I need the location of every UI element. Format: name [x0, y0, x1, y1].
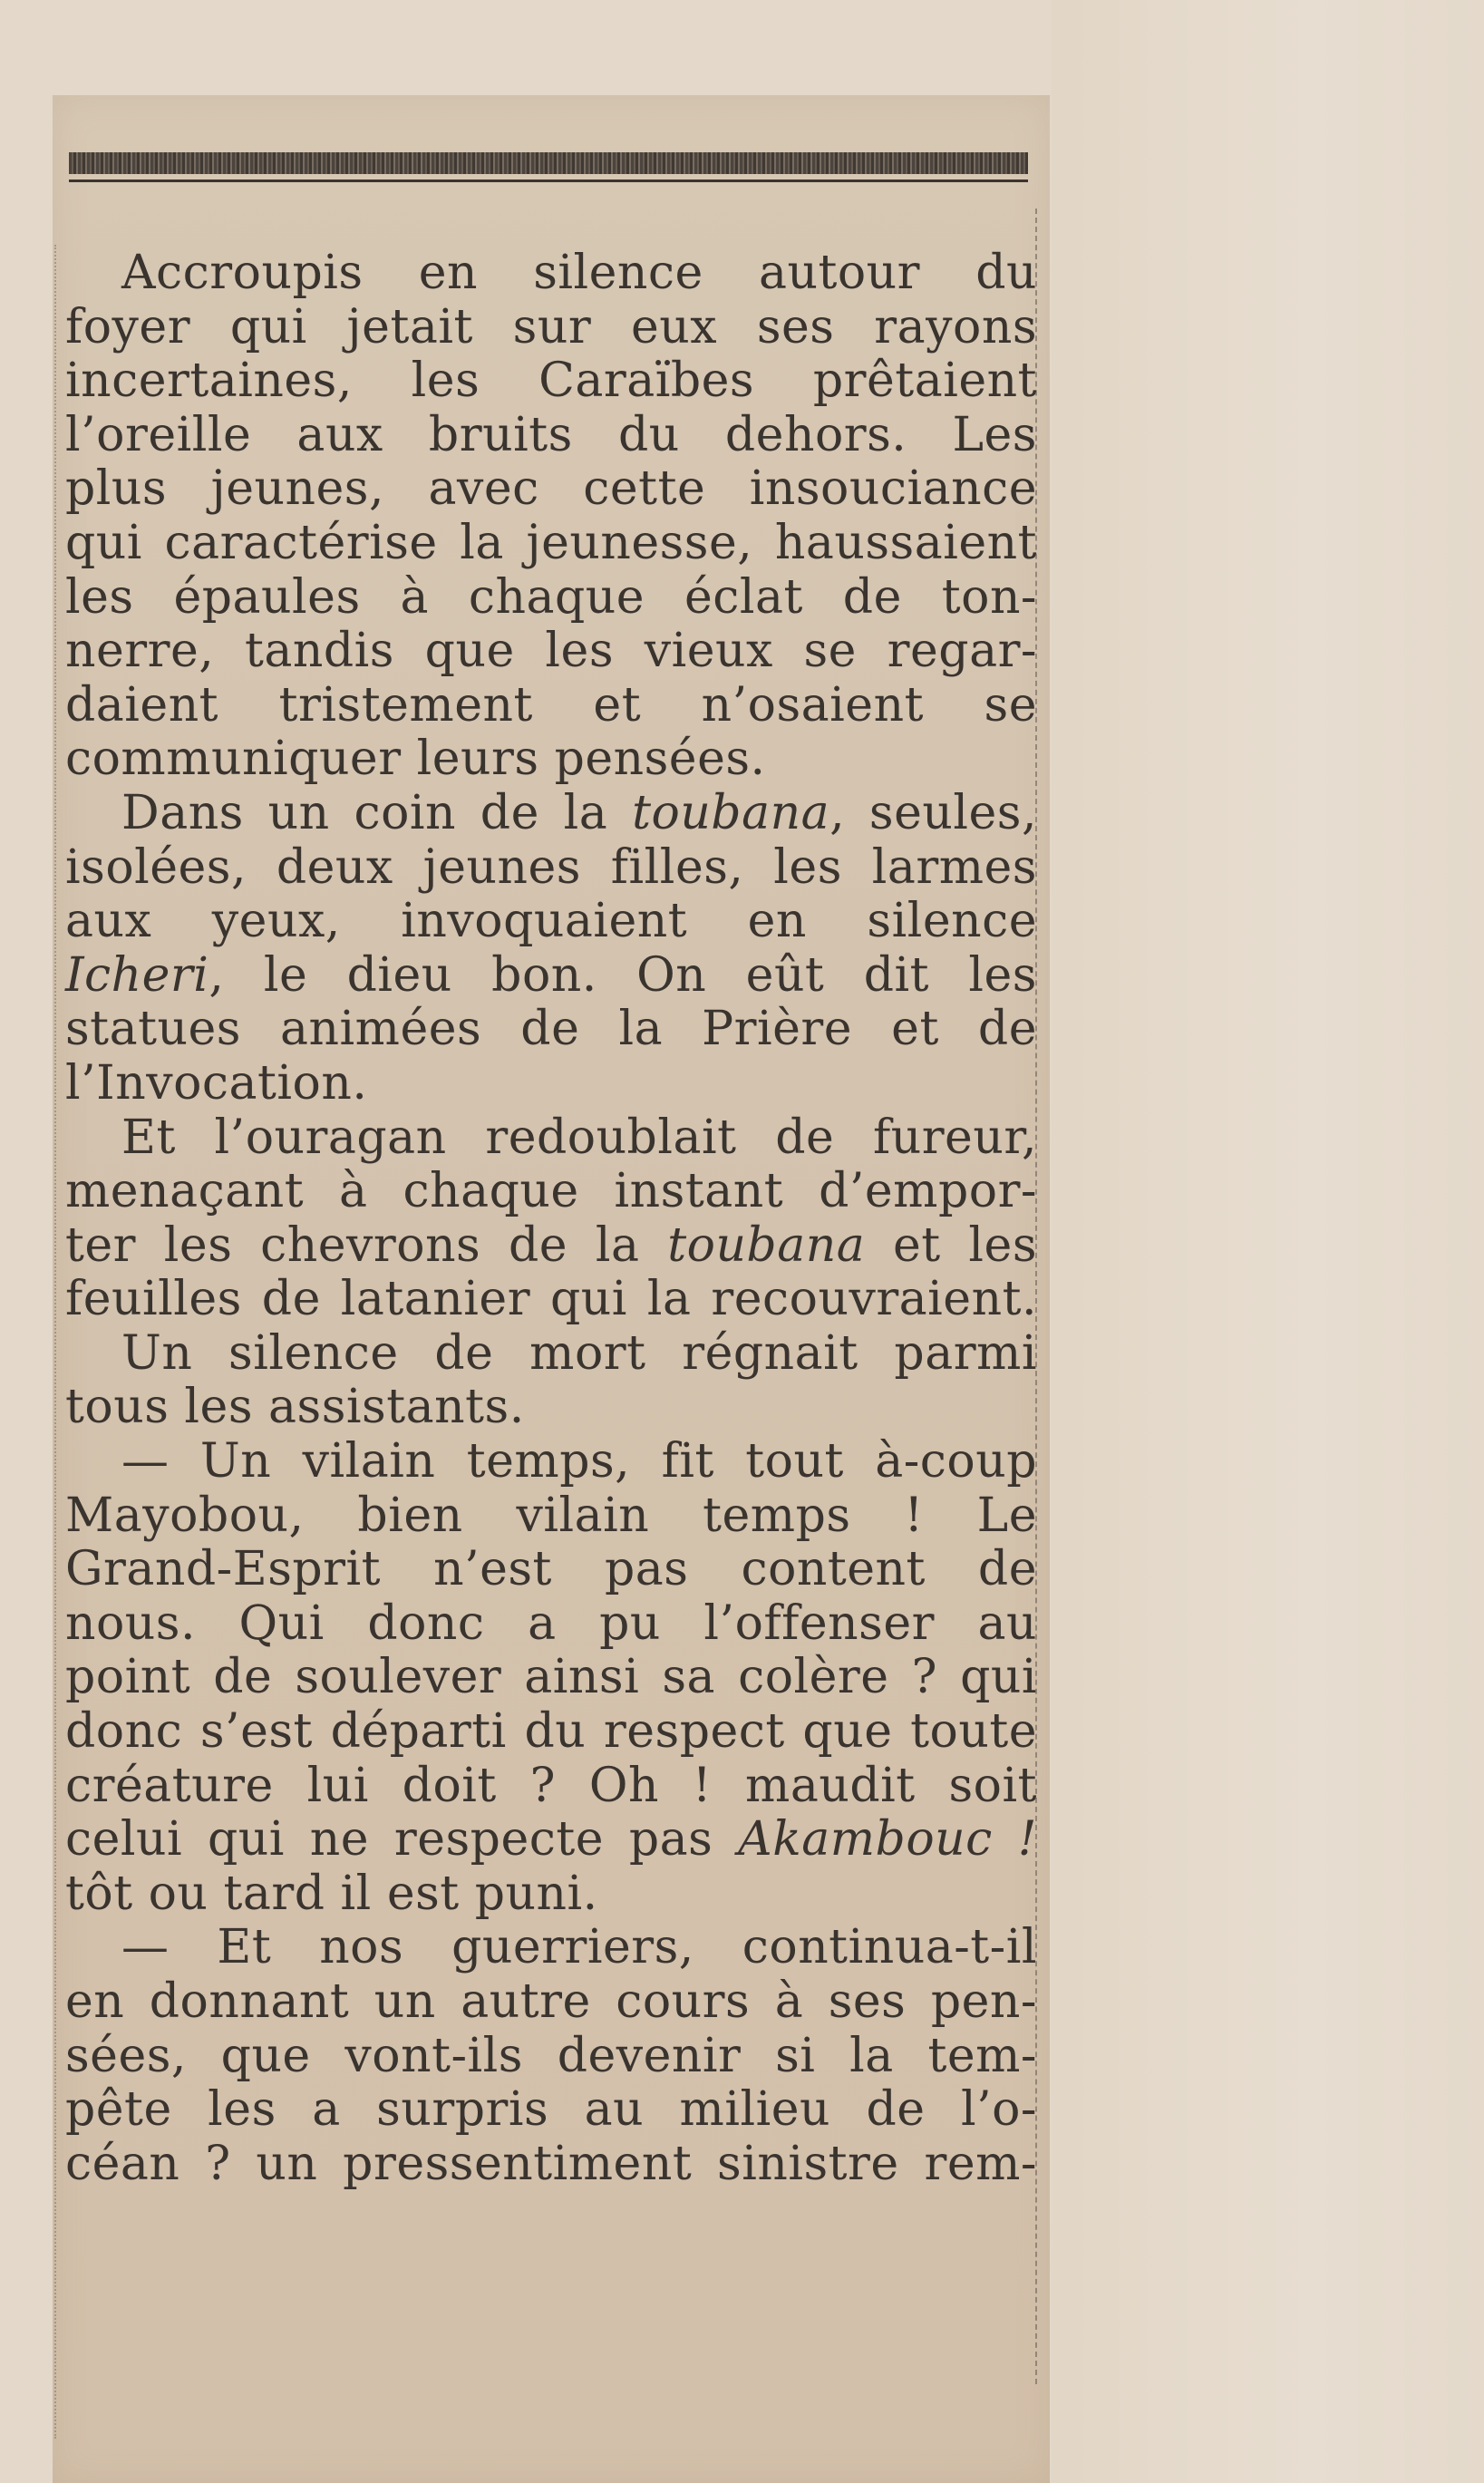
text-line: céan ? un pressentiment sinistre rem- — [65, 2136, 1037, 2191]
text-line: plus jeunes, avec cette insouciance — [65, 461, 1037, 517]
text-line: nous. Qui donc a pu l’offenser au — [65, 1596, 1037, 1651]
text-line: statues animées de la Prière et de — [65, 1002, 1037, 1057]
text-segment: Dans un coin de la — [121, 785, 633, 840]
ornamental-rule — [69, 179, 1028, 182]
text-line: Grand-Esprit n’est pas content de — [65, 1542, 1037, 1597]
text-line: sées, que vont-ils devenir si la tem- — [65, 2028, 1037, 2083]
text-line: communiquer leurs pensées. — [65, 732, 766, 787]
text-line: donc s’est départi du respect que toute — [65, 1704, 1037, 1760]
text-line: foyer qui jetait sur eux ses rayons — [65, 299, 1037, 354]
text-line: menaçant à chaque instant d’empor- — [65, 1164, 1037, 1219]
text-line: feuilles de latanier qui la recouvraient. — [65, 1272, 1037, 1327]
article-text — [65, 247, 1037, 2191]
clipping-left-edge — [54, 245, 58, 2439]
text-line: l’Invocation. — [65, 1055, 368, 1111]
text-segment: et les — [865, 1217, 1038, 1273]
text-line — [65, 1813, 1037, 1867]
italic-term: toubana — [667, 1217, 866, 1273]
text-line: point de soulever ainsi sa colère ? qui — [65, 1650, 1037, 1705]
text-line: Mayobou, bien vilain temps ! Le — [65, 1488, 1037, 1543]
text-line: l’oreille aux bruits du dehors. Les — [65, 407, 1037, 462]
italic-term: toubana — [632, 785, 830, 840]
italic-term: Icheri — [65, 947, 209, 1003]
text-line: isolées, deux jeunes filles, les larmes — [65, 839, 1037, 895]
text-line: Un silence de mort régnait parmi — [121, 1325, 1037, 1381]
text-line — [65, 787, 1037, 841]
ornamental-border — [69, 152, 1028, 174]
background-paper — [1052, 0, 1484, 2483]
text-line: — Un vilain temps, fit tout à-coup — [121, 1434, 1037, 1489]
text-line: Accroupis en silence autour du — [121, 246, 1037, 300]
text-segment: celui qui ne respecte pas — [65, 1812, 739, 1867]
text-line: nerre, tandis que les vieux se regar- — [65, 624, 1037, 679]
text-line — [65, 1219, 1037, 1274]
text-line: pête les a surpris au milieu de l’o- — [65, 2082, 1037, 2138]
text-segment: , seules, — [829, 785, 1037, 840]
text-line: Et l’ouragan redoublait de fureur, — [121, 1110, 1037, 1165]
text-line: les épaules à chaque éclat de ton- — [65, 569, 1037, 625]
italic-term: Akambouc ! — [738, 1812, 1037, 1867]
text-line: en donnant un autre cours à ses pen- — [65, 1974, 1037, 2029]
text-line: tous les assistants. — [65, 1380, 525, 1435]
text-line: aux yeux, invoquaient en silence — [65, 894, 1037, 949]
text-line — [65, 949, 1037, 1004]
text-line: — Et nos guerriers, continua-t-il — [121, 1920, 1037, 1975]
text-line: incertaines, les Caraïbes prêtaient — [65, 354, 1037, 409]
text-line: daient tristement et n’osaient se — [65, 677, 1037, 732]
text-line: créature lui doit ? Oh ! maudit soit — [65, 1758, 1037, 1813]
text-line: tôt ou tard il est puni. — [65, 1866, 598, 1921]
text-line: qui caractérise la jeunesse, haussaient — [65, 515, 1037, 570]
text-segment: , le dieu bon. On eût dit les — [209, 947, 1037, 1003]
text-segment: ter les chevrons de la — [65, 1217, 668, 1273]
